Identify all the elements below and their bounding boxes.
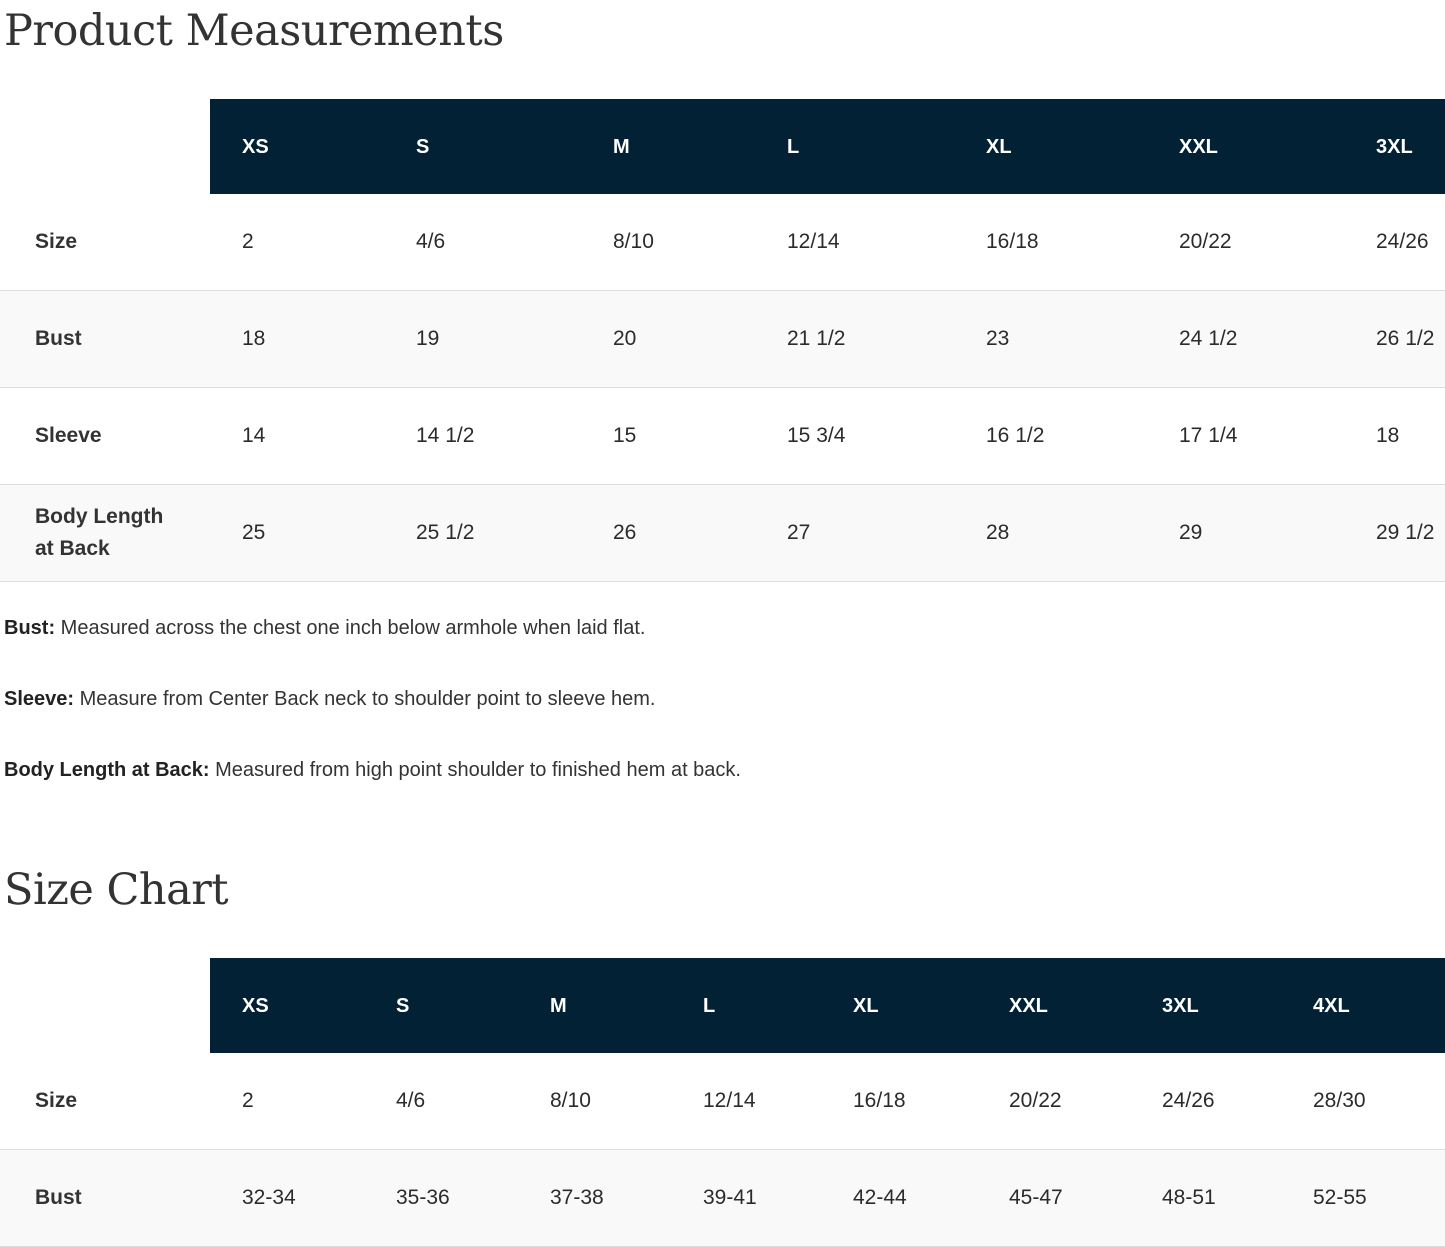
- table-cell: 16/18: [853, 1089, 906, 1112]
- table-cell: 16 1/2: [986, 424, 1045, 447]
- table-cell: 42-44: [853, 1186, 907, 1209]
- row-label: Size: [35, 1089, 78, 1112]
- column-header: S: [396, 994, 410, 1017]
- table-cell: 20: [613, 327, 637, 350]
- column-header: L: [703, 994, 716, 1017]
- column-header: 3XL: [1162, 994, 1199, 1017]
- column-header: S: [416, 135, 430, 158]
- measurements-table: [0, 99, 1445, 582]
- size-chart-table: [0, 958, 1445, 1247]
- table-cell: 24/26: [1162, 1089, 1215, 1112]
- row-label: Size: [35, 230, 78, 253]
- table-cell: 12/14: [703, 1089, 756, 1112]
- table-cell: 20/22: [1009, 1089, 1062, 1112]
- column-header: M: [550, 994, 567, 1017]
- row-label: Bust: [35, 327, 82, 350]
- column-header: L: [787, 135, 800, 158]
- table-cell: 12/14: [787, 230, 840, 253]
- table-cell: 2: [242, 230, 254, 253]
- table-cell: 4/6: [396, 1089, 426, 1112]
- table-cell: 18: [242, 327, 266, 350]
- table-cell: 16/18: [986, 230, 1039, 253]
- table-cell: 39-41: [703, 1186, 757, 1209]
- note-text: Measure from Center Back neck to shoulder point to sleeve hem.: [74, 688, 656, 710]
- note-text: Measured across the chest one inch below armhole when laid flat.: [55, 617, 646, 639]
- row-label: Body Length at Back: [35, 505, 164, 560]
- table-row: [0, 194, 1445, 291]
- column-header: XXL: [1179, 135, 1218, 158]
- table-cell: 48-51: [1162, 1186, 1216, 1209]
- column-header: M: [613, 135, 630, 158]
- table-cell: 52-55: [1313, 1186, 1367, 1209]
- note-sleeve: [4, 683, 741, 754]
- column-header: XL: [853, 994, 879, 1017]
- table-cell: 29 1/2: [1376, 521, 1435, 544]
- table-row: [0, 291, 1445, 388]
- table-header-row: [0, 99, 1445, 194]
- row-label: Sleeve: [35, 424, 102, 447]
- table-cell: 23: [986, 327, 1010, 350]
- table-cell: 4/6: [416, 230, 446, 253]
- table-cell: 37-38: [550, 1186, 604, 1209]
- table-row: [0, 1053, 1445, 1150]
- table-cell: 24/26: [1376, 230, 1429, 253]
- column-header: XS: [242, 135, 269, 158]
- table-cell: 14: [242, 424, 266, 447]
- table-cell: 28: [986, 521, 1010, 544]
- measurement-notes: [4, 612, 741, 825]
- note-term: Bust:: [4, 617, 56, 639]
- note-text: Measured from high point shoulder to finished hem at back.: [209, 759, 741, 781]
- column-header: XXL: [1009, 994, 1048, 1017]
- table-cell: 17 1/4: [1179, 424, 1238, 447]
- measurements-title: Product Measurements: [4, 6, 504, 56]
- table-header-row: [0, 958, 1445, 1053]
- table-cell: 8/10: [613, 230, 654, 253]
- table-cell: 24 1/2: [1179, 327, 1238, 350]
- table-cell: 15 3/4: [787, 424, 846, 447]
- column-header: 3XL: [1376, 135, 1413, 158]
- size-chart-title: Size Chart: [4, 865, 229, 915]
- note-term: Sleeve:: [4, 688, 75, 710]
- row-label: Bust: [35, 1186, 82, 1209]
- note-term: Body Length at Back:: [4, 759, 210, 781]
- table-cell: 25: [242, 521, 266, 544]
- table-cell: 20/22: [1179, 230, 1232, 253]
- table-cell: 35-36: [396, 1186, 450, 1209]
- column-header: XL: [986, 135, 1012, 158]
- table-cell: 19: [416, 327, 440, 350]
- column-header: XS: [242, 994, 269, 1017]
- table-row: [0, 485, 1445, 582]
- column-header: 4XL: [1313, 994, 1350, 1017]
- table-cell: 26 1/2: [1376, 327, 1435, 350]
- table-cell: 8/10: [550, 1089, 591, 1112]
- table-cell: 18: [1376, 424, 1400, 447]
- note-body-length: [4, 754, 741, 825]
- table-cell: 45-47: [1009, 1186, 1063, 1209]
- table-cell: 27: [787, 521, 811, 544]
- table-cell: 25 1/2: [416, 521, 475, 544]
- note-bust: [4, 612, 741, 683]
- table-cell: 29: [1179, 521, 1203, 544]
- table-cell: 26: [613, 521, 637, 544]
- table-row: [0, 1150, 1445, 1247]
- table-cell: 21 1/2: [787, 327, 846, 350]
- table-cell: 2: [242, 1089, 254, 1112]
- table-header-background: [210, 99, 1445, 194]
- table-cell: 15: [613, 424, 637, 447]
- table-cell: 32-34: [242, 1186, 296, 1209]
- table-cell: 14 1/2: [416, 424, 475, 447]
- table-cell: 28/30: [1313, 1089, 1366, 1112]
- table-row: [0, 388, 1445, 485]
